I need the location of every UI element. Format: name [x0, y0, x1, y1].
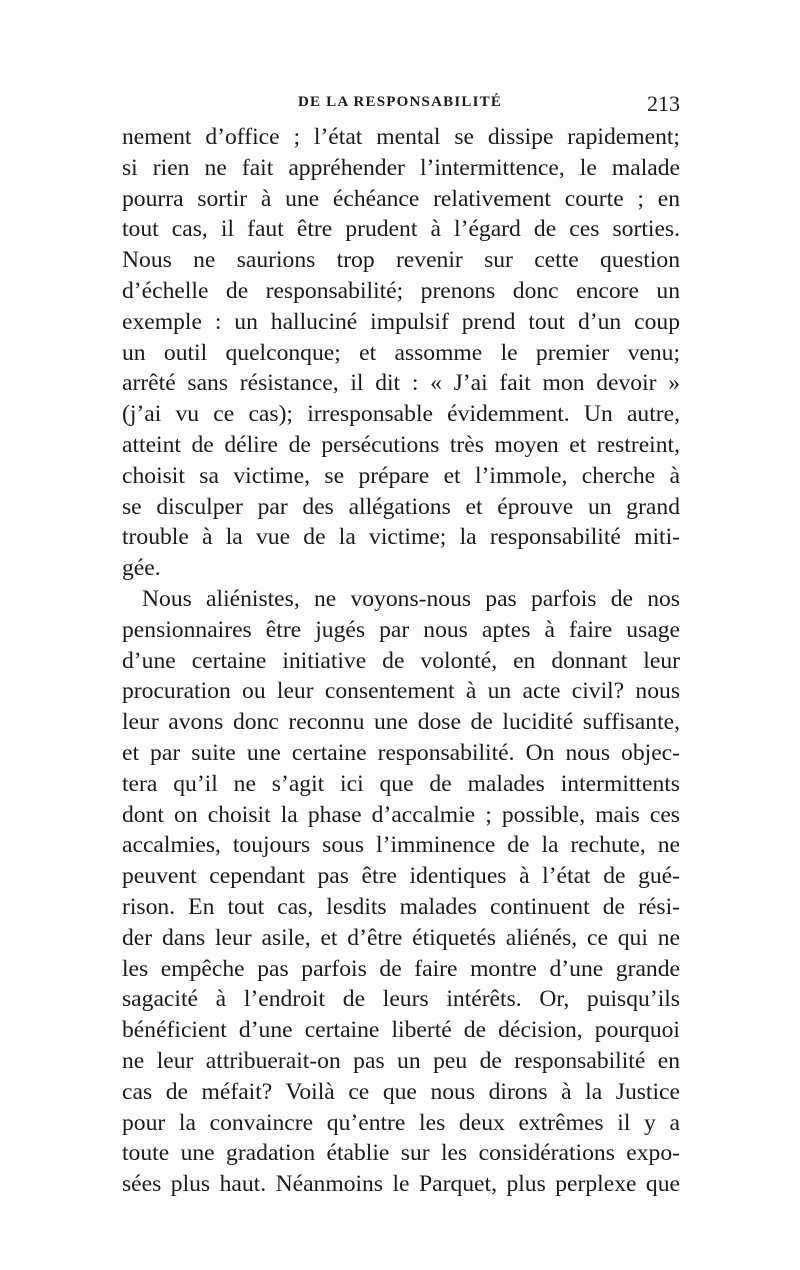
text-line: sées plus haut. Néanmoins le Parquet, plus perplexe que — [122, 1171, 680, 1198]
page-number: 213 — [647, 91, 680, 116]
text-line: se disculper par des allégations et éprouve un grand — [122, 493, 680, 520]
text-line: ne leur attribuerait-on pas un peu de responsabilité en — [122, 1047, 680, 1074]
text-line: accalmies, toujours sous l’imminence de la rechute, ne — [122, 832, 680, 859]
text-line: pensionnaires être jugés par nous aptes à faire usage — [122, 616, 680, 643]
text-line: tera qu’il ne s’agit ici que de malades intermittents — [122, 770, 680, 797]
running-head: DE LA RESPONSABILITÉ — [297, 94, 503, 110]
text-line: arrêté sans résistance, il dit : « J’ai fait mon devoir » — [122, 370, 680, 397]
text-line: Nous ne saurions trop revenir sur cette question — [122, 247, 680, 274]
text-line: tout cas, il faut être prudent à l’égard de ces sorties. — [122, 216, 680, 243]
text-line: (j’ai vu ce cas); irresponsable évidemment. Un autre, — [122, 401, 680, 428]
text-line: d’une certaine initiative de volonté, en donnant leur — [122, 647, 680, 674]
text-line: peuvent cependant pas être identiques à l’état de gué- — [122, 863, 680, 890]
text-line: trouble à la vue de la victime; la responsabilité miti- — [122, 524, 680, 551]
text-line: pour la convaincre qu’entre les deux extrêmes il y a — [122, 1109, 680, 1136]
text-line: exemple : un halluciné impulsif prend tout d’un coup — [122, 308, 680, 335]
text-line: procuration ou leur consentement à un acte civil? nous — [122, 678, 680, 705]
text-line: cas de méfait? Voilà ce que nous dirons à la Justice — [122, 1078, 680, 1105]
text-line: pourra sortir à une échéance relativement courte ; en — [122, 185, 680, 212]
text-line: toute une gradation établie sur les considérations expo- — [122, 1140, 680, 1167]
text-line: un outil quelconque; et assomme le premier venu; — [122, 339, 680, 366]
text-line: rison. En tout cas, lesdits malades continuent de rési- — [122, 893, 680, 920]
text-line: bénéficient d’une certaine liberté de décision, pourquoi — [122, 1017, 680, 1044]
text-line: gée. — [122, 555, 161, 582]
text-line: nement d’office ; l’état mental se dissipe rapidement; — [122, 124, 680, 150]
text-line: dont on choisit la phase d’accalmie ; possible, mais ces — [122, 801, 680, 828]
text-line: les empêche pas parfois de faire montre d’une grande — [122, 955, 680, 982]
text-line: choisit sa victime, se prépare et l’immole, cherche à — [122, 462, 680, 489]
text-line: si rien ne fait appréhender l’intermittence, le malade — [122, 154, 680, 181]
text-line: sagacité à l’endroit de leurs intérêts. Or, puisqu’ils — [122, 986, 680, 1013]
page-header — [120, 92, 680, 122]
text-line: atteint de délire de persécutions très moyen et restreint, — [122, 431, 680, 458]
text-line: leur avons donc reconnu une dose de lucidité suffisante, — [122, 709, 680, 736]
text-line: et par suite une certaine responsabilité. On nous objec- — [122, 739, 680, 766]
text-line: d’échelle de responsabilité; prenons donc encore un — [122, 277, 680, 304]
text-line: Nous aliénistes, ne voyons-nous pas parfois de nos — [142, 585, 680, 612]
text-line: der dans leur asile, et d’être étiquetés aliénés, ce qui ne — [122, 924, 680, 951]
body-text — [122, 122, 680, 1200]
